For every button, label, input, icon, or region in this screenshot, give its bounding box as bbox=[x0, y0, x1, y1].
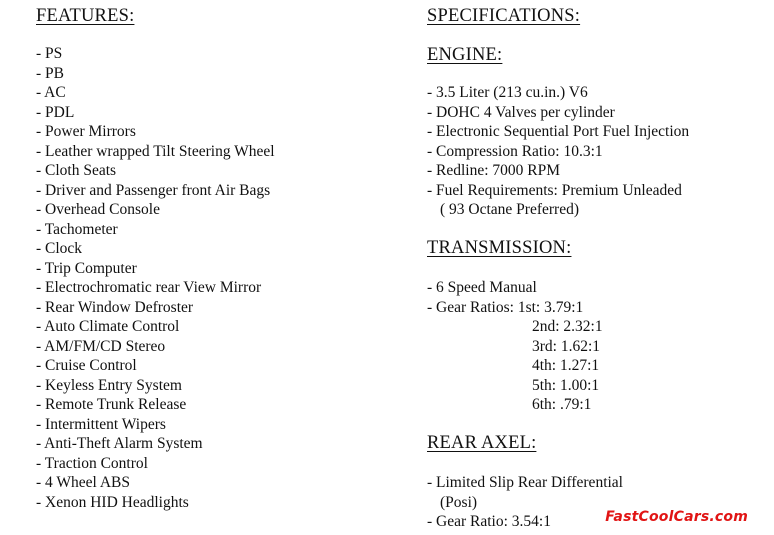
feature-item: - PB bbox=[36, 64, 64, 82]
feature-item: - Rear Window Defroster bbox=[36, 298, 194, 316]
feature-item: - Anti-Theft Alarm System bbox=[36, 435, 203, 452]
feature-item: - Leather wrapped Tilt Steering Wheel bbox=[36, 142, 275, 160]
transmission-item: - 6 Speed Manual bbox=[427, 279, 537, 296]
engine-item: - Redline: 7000 RPM bbox=[427, 162, 561, 179]
gear-ratio: 2nd: 2.32:1 bbox=[532, 318, 603, 335]
brand-logo: FastCoolCars.com bbox=[605, 509, 748, 525]
feature-item: - Overhead Console bbox=[36, 201, 160, 218]
specifications-heading: SPECIFICATIONS: bbox=[427, 6, 581, 26]
rear-axel-heading: REAR AXEL: bbox=[427, 433, 537, 453]
engine-heading: ENGINE: bbox=[427, 45, 503, 65]
feature-item: - Traction Control bbox=[36, 454, 148, 472]
transmission-heading: TRANSMISSION: bbox=[427, 238, 572, 258]
feature-item: - Trip Computer bbox=[36, 259, 137, 277]
feature-item: - Driver and Passenger front Air Bags bbox=[36, 181, 271, 199]
transmission-item: - Gear Ratios: 1st: 3.79:1 bbox=[427, 298, 584, 316]
engine-item-continuation: ( 93 Octane Preferred) bbox=[440, 201, 579, 218]
rear-axel-item: - Gear Ratio: 3.54:1 bbox=[427, 513, 551, 530]
feature-item: - Auto Climate Control bbox=[36, 318, 180, 335]
feature-item: - Intermittent Wipers bbox=[36, 415, 166, 433]
feature-item: - PDL bbox=[36, 103, 75, 121]
features-heading: FEATURES: bbox=[36, 6, 135, 26]
feature-item: - Keyless Entry System bbox=[36, 376, 182, 394]
engine-item: - 3.5 Liter (213 cu.in.) V6 bbox=[427, 84, 588, 101]
gear-ratio: 4th: 1.27:1 bbox=[532, 357, 600, 374]
feature-item: - Cloth Seats bbox=[36, 162, 117, 179]
gear-ratio: 3rd: 1.62:1 bbox=[532, 337, 601, 355]
engine-item: - Electronic Sequential Port Fuel Injection bbox=[427, 123, 690, 140]
gear-ratio: 5th: 1.00:1 bbox=[532, 376, 600, 394]
rear-axel-item: - Limited Slip Rear Differential bbox=[427, 474, 623, 491]
feature-item: - Electrochromatic rear View Mirror bbox=[36, 279, 262, 296]
gear-ratio: 6th: .79:1 bbox=[532, 396, 592, 413]
feature-item: - PS bbox=[36, 45, 63, 62]
feature-item: - Power Mirrors bbox=[36, 123, 136, 140]
feature-item: - 4 Wheel ABS bbox=[36, 474, 130, 491]
engine-item: - Compression Ratio: 10.3:1 bbox=[427, 142, 603, 160]
feature-item: - Clock bbox=[36, 240, 83, 257]
rear-axel-item-continuation: (Posi) bbox=[440, 493, 478, 511]
feature-item: - AM/FM/CD Stereo bbox=[36, 337, 166, 355]
feature-item: - AC bbox=[36, 84, 66, 101]
feature-item: - Tachometer bbox=[36, 220, 118, 238]
feature-item: - Cruise Control bbox=[36, 357, 137, 374]
feature-item: - Remote Trunk Release bbox=[36, 396, 187, 413]
feature-item: - Xenon HID Headlights bbox=[36, 493, 189, 511]
engine-item: - DOHC 4 Valves per cylinder bbox=[427, 103, 615, 121]
engine-item: - Fuel Requirements: Premium Unleaded bbox=[427, 181, 682, 199]
